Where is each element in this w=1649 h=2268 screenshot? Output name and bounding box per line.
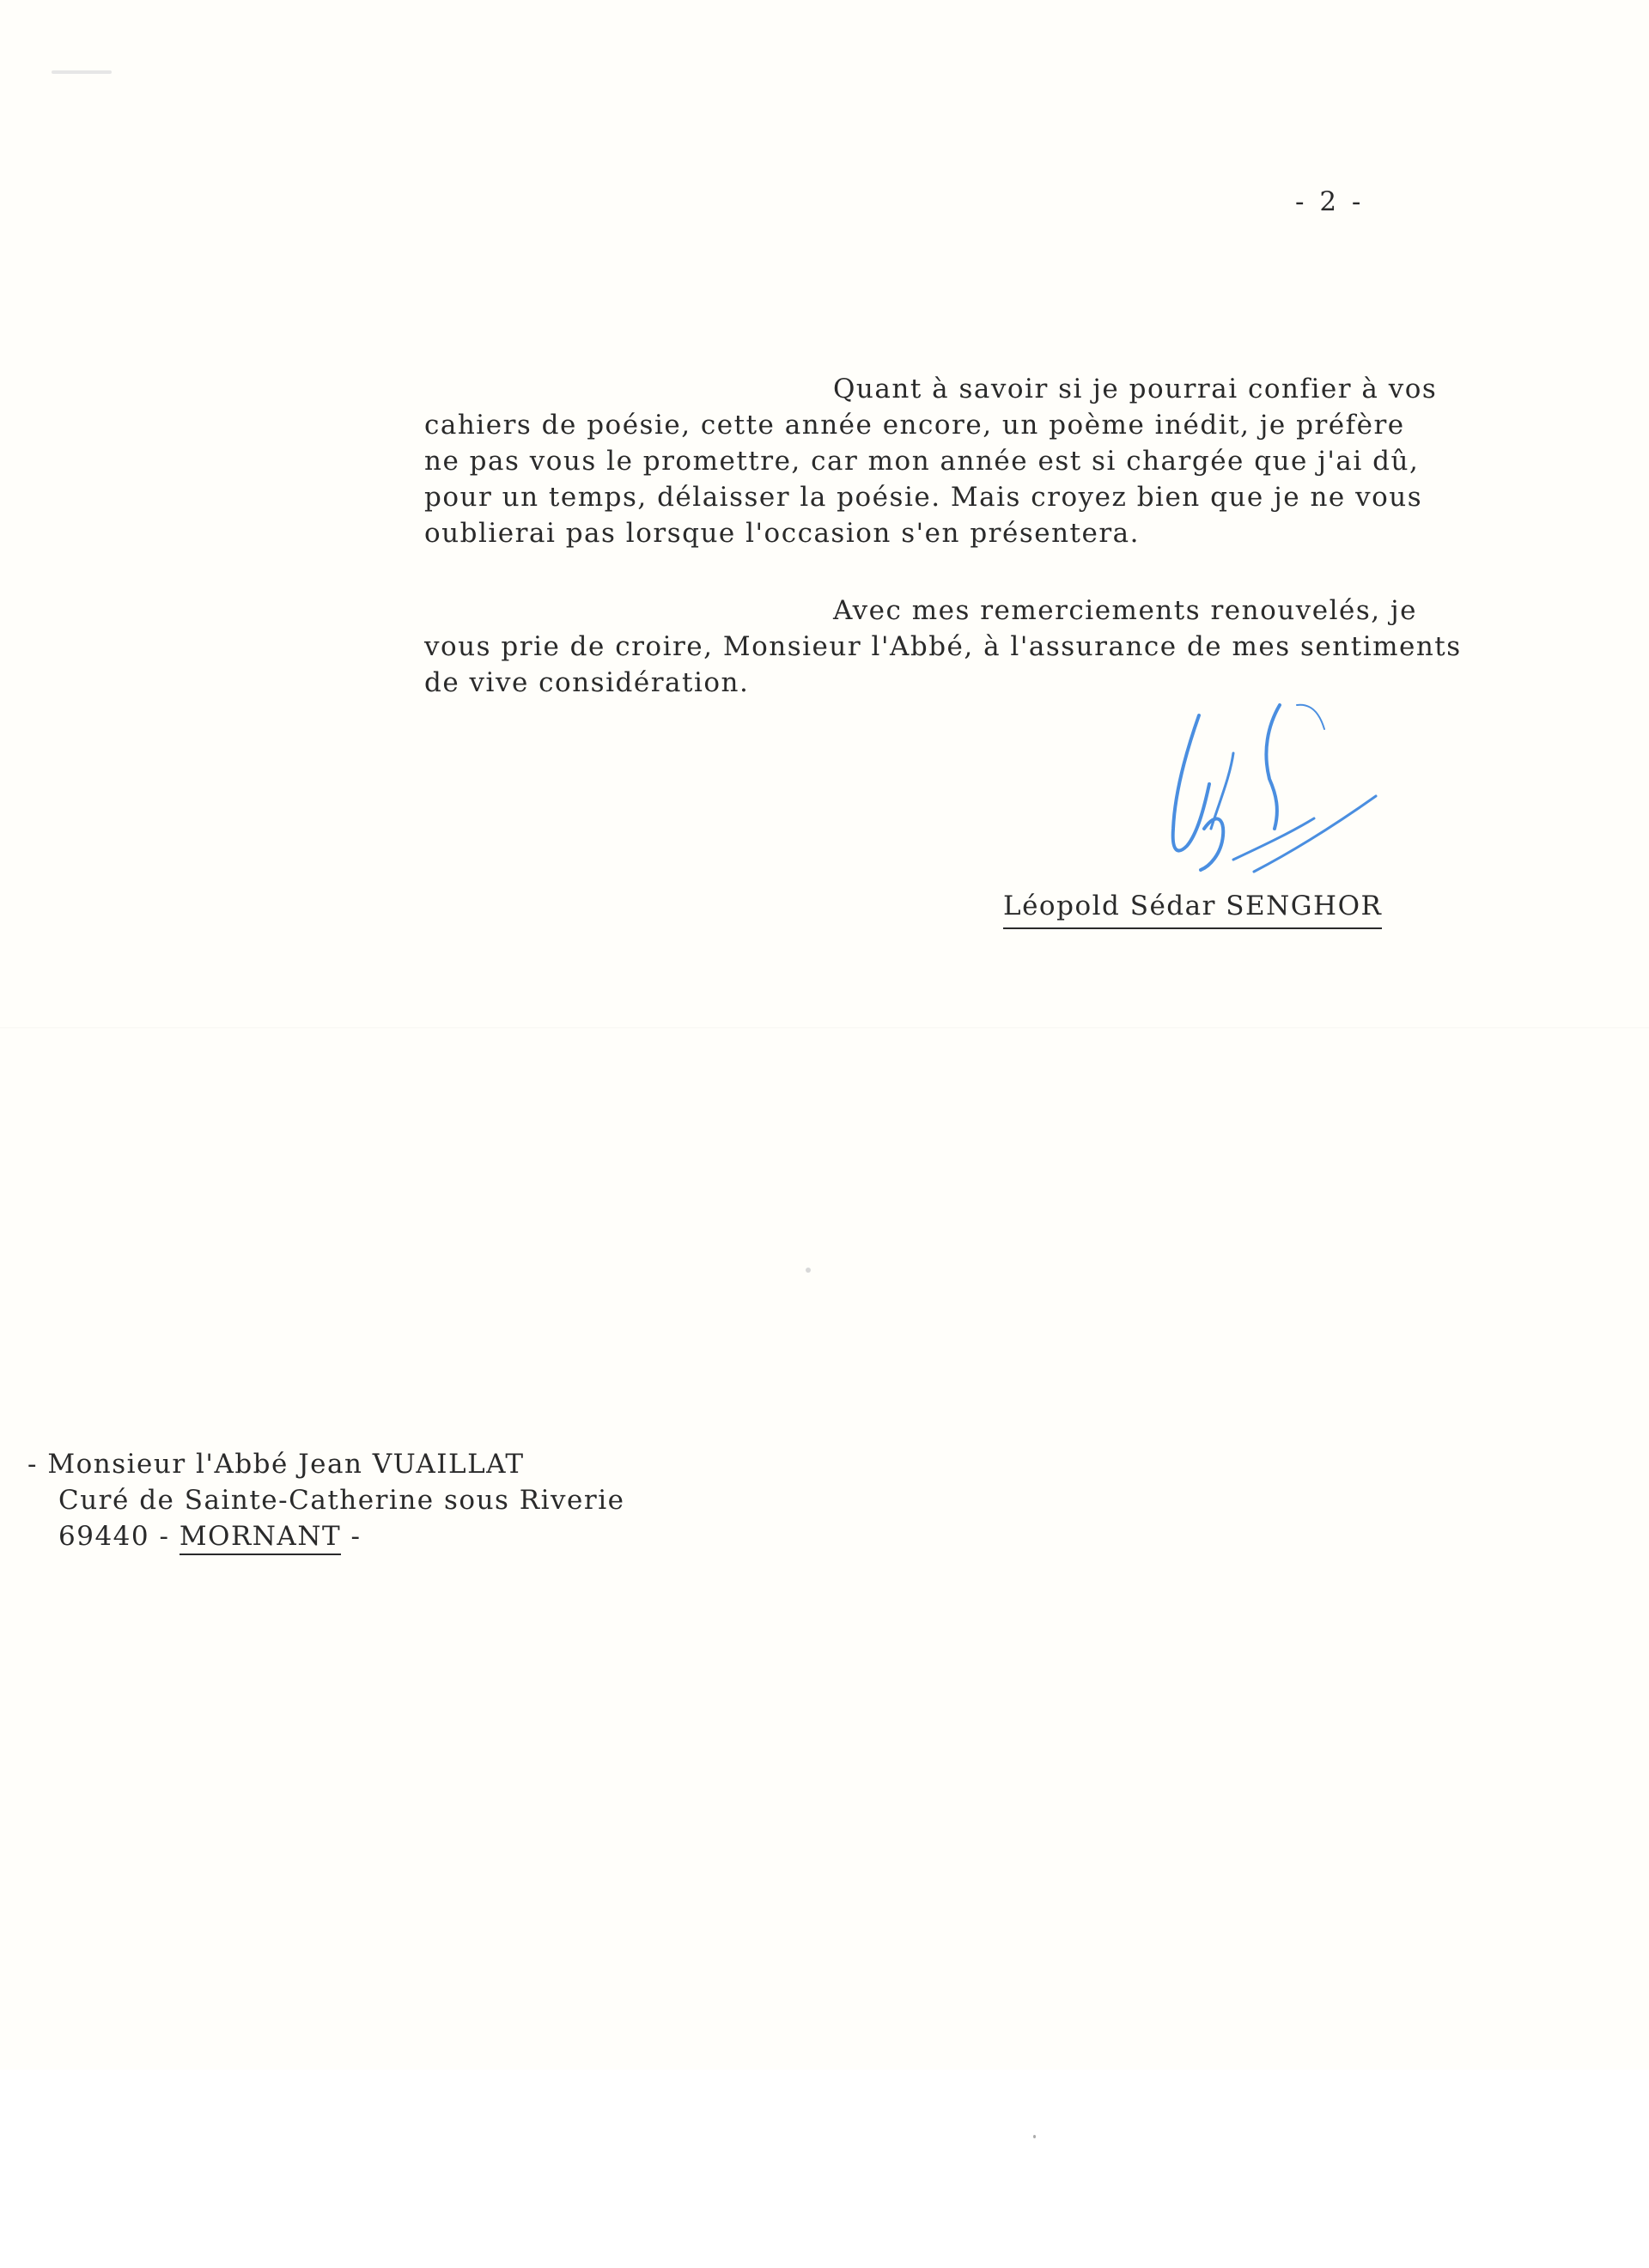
paragraph-2-line-1: Avec mes remerciements renouvelés, je [833,595,1417,626]
paper-speck [1033,2135,1036,2138]
paper-speck [806,1268,811,1273]
city-suffix: - [350,1521,362,1552]
paragraph-1-line-5: oublierai pas lorsque l'occasion s'en présentera. [424,518,1141,549]
handwritten-signature [1151,700,1391,897]
paper-fold-line [0,1027,1649,1029]
paragraph-2-line-3: de vive considération. [424,667,750,698]
page-number: - 2 - [1295,186,1365,217]
paragraph-1-line-1: Quant à savoir si je pourrai confier à vos [833,374,1438,404]
recipient-parish: Curé de Sainte-Catherine sous Riverie [58,1485,625,1516]
recipient-city-line [58,1518,361,1554]
signatory-name: Léopold Sédar SENGHOR [1003,888,1382,929]
recipient-name: - Monsieur l'Abbé Jean VUAILLAT [27,1449,525,1480]
postal-code: 69440 - [58,1521,170,1552]
paragraph-2-line-2: vous prie de croire, Monsieur l'Abbé, à l'assurance de mes sentiments [424,631,1462,662]
paragraph-1-line-2: cahiers de poésie, cette année encore, un poème inédit, je préfère [424,410,1405,441]
paragraph-1-line-4: pour un temps, délaisser la poésie. Mais croyez bien que je ne vous [424,482,1423,513]
paper-speck [52,70,112,74]
city-name: MORNANT [180,1521,341,1555]
paragraph-1-line-3: ne pas vous le promettre, car mon année est si chargée que j'ai dû, [424,446,1420,477]
